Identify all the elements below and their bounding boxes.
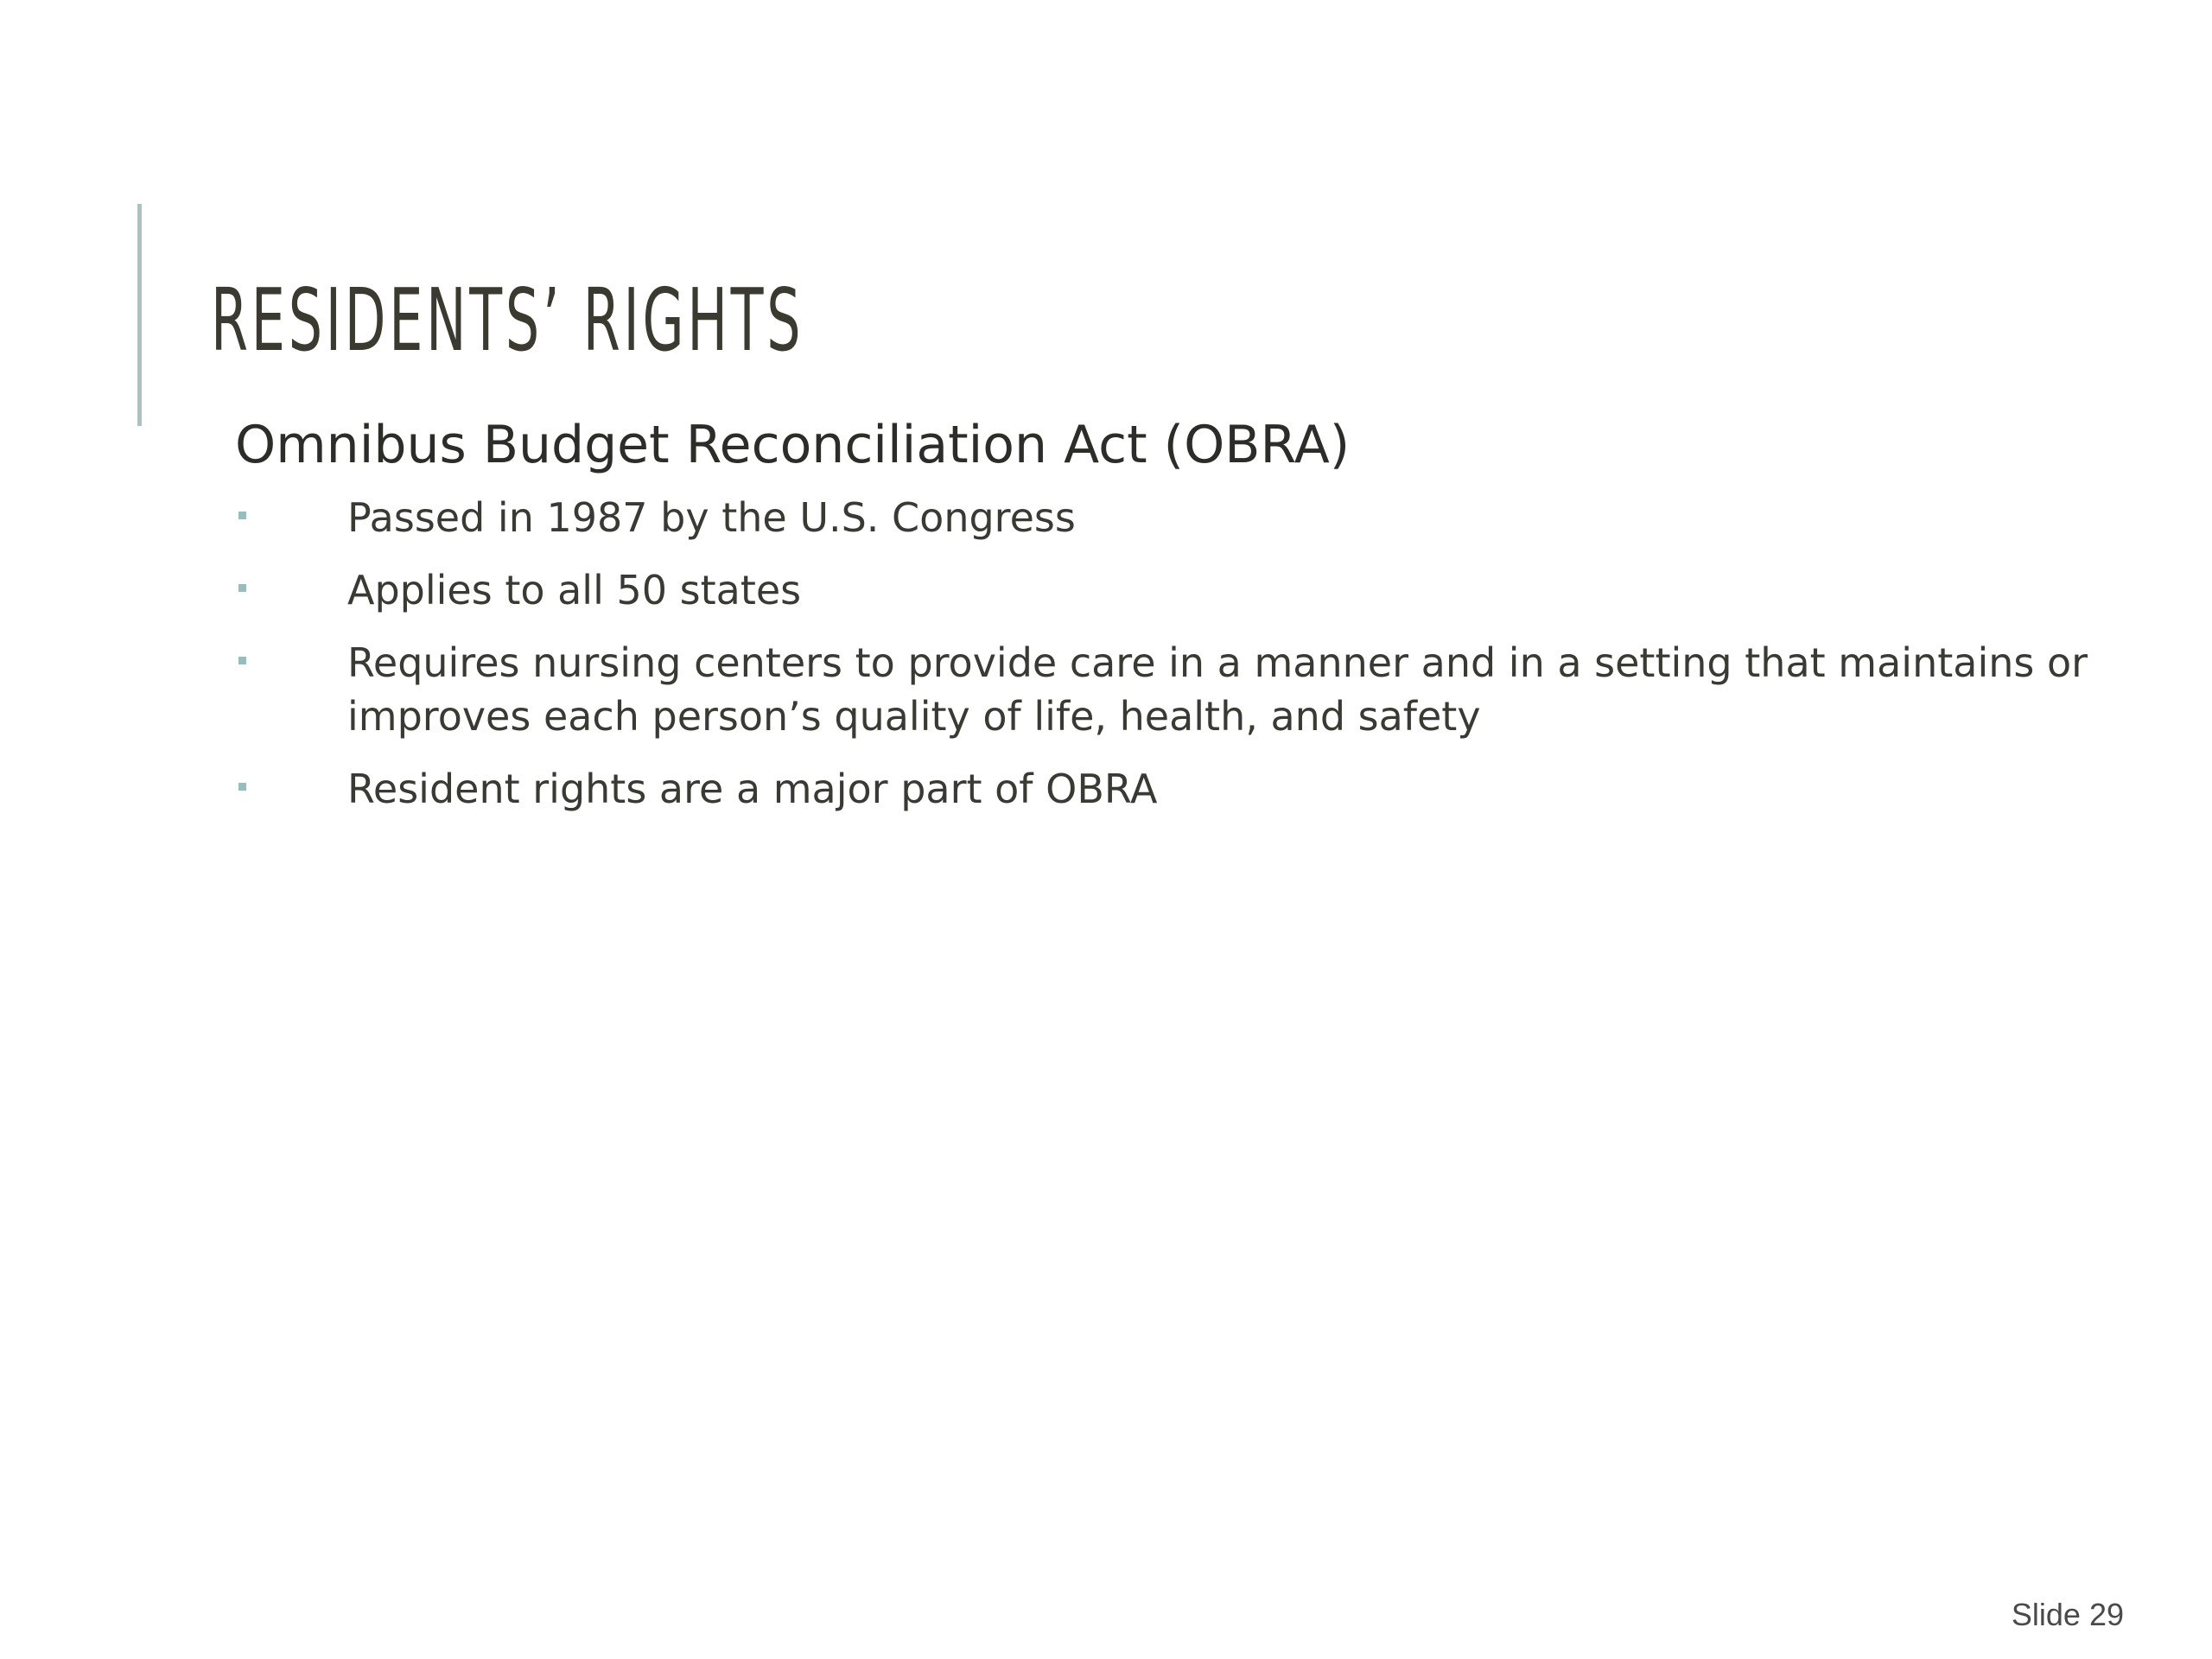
bullet-item — [235, 636, 2101, 743]
square-bullet-icon — [238, 783, 246, 791]
bullet-item — [235, 563, 2101, 617]
bullet-text: Resident rights are a major part of OBRA — [347, 766, 1158, 812]
title-accent-bar — [137, 204, 142, 426]
slide-number: Slide 29 — [2011, 1597, 2124, 1632]
subheading: Omnibus Budget Reconciliation Act (OBRA) — [235, 415, 1351, 475]
bullet-item — [235, 762, 2101, 816]
square-bullet-icon — [238, 584, 246, 592]
bullet-item — [235, 491, 2101, 544]
bullet-text: Applies to all 50 states — [347, 567, 802, 613]
square-bullet-icon — [238, 512, 246, 519]
square-bullet-icon — [238, 657, 246, 664]
bullet-text: Passed in 1987 by the U.S. Congress — [347, 494, 1076, 541]
slide-content — [235, 410, 2101, 816]
slide-title: RESIDENTS’ RIGHTS — [211, 270, 804, 371]
bullet-list — [235, 491, 2101, 816]
bullet-text: Requires nursing centers to provide care in a manner and in a setting that maintains or improves each person’s quality of life, health, and safety — [347, 639, 2088, 740]
